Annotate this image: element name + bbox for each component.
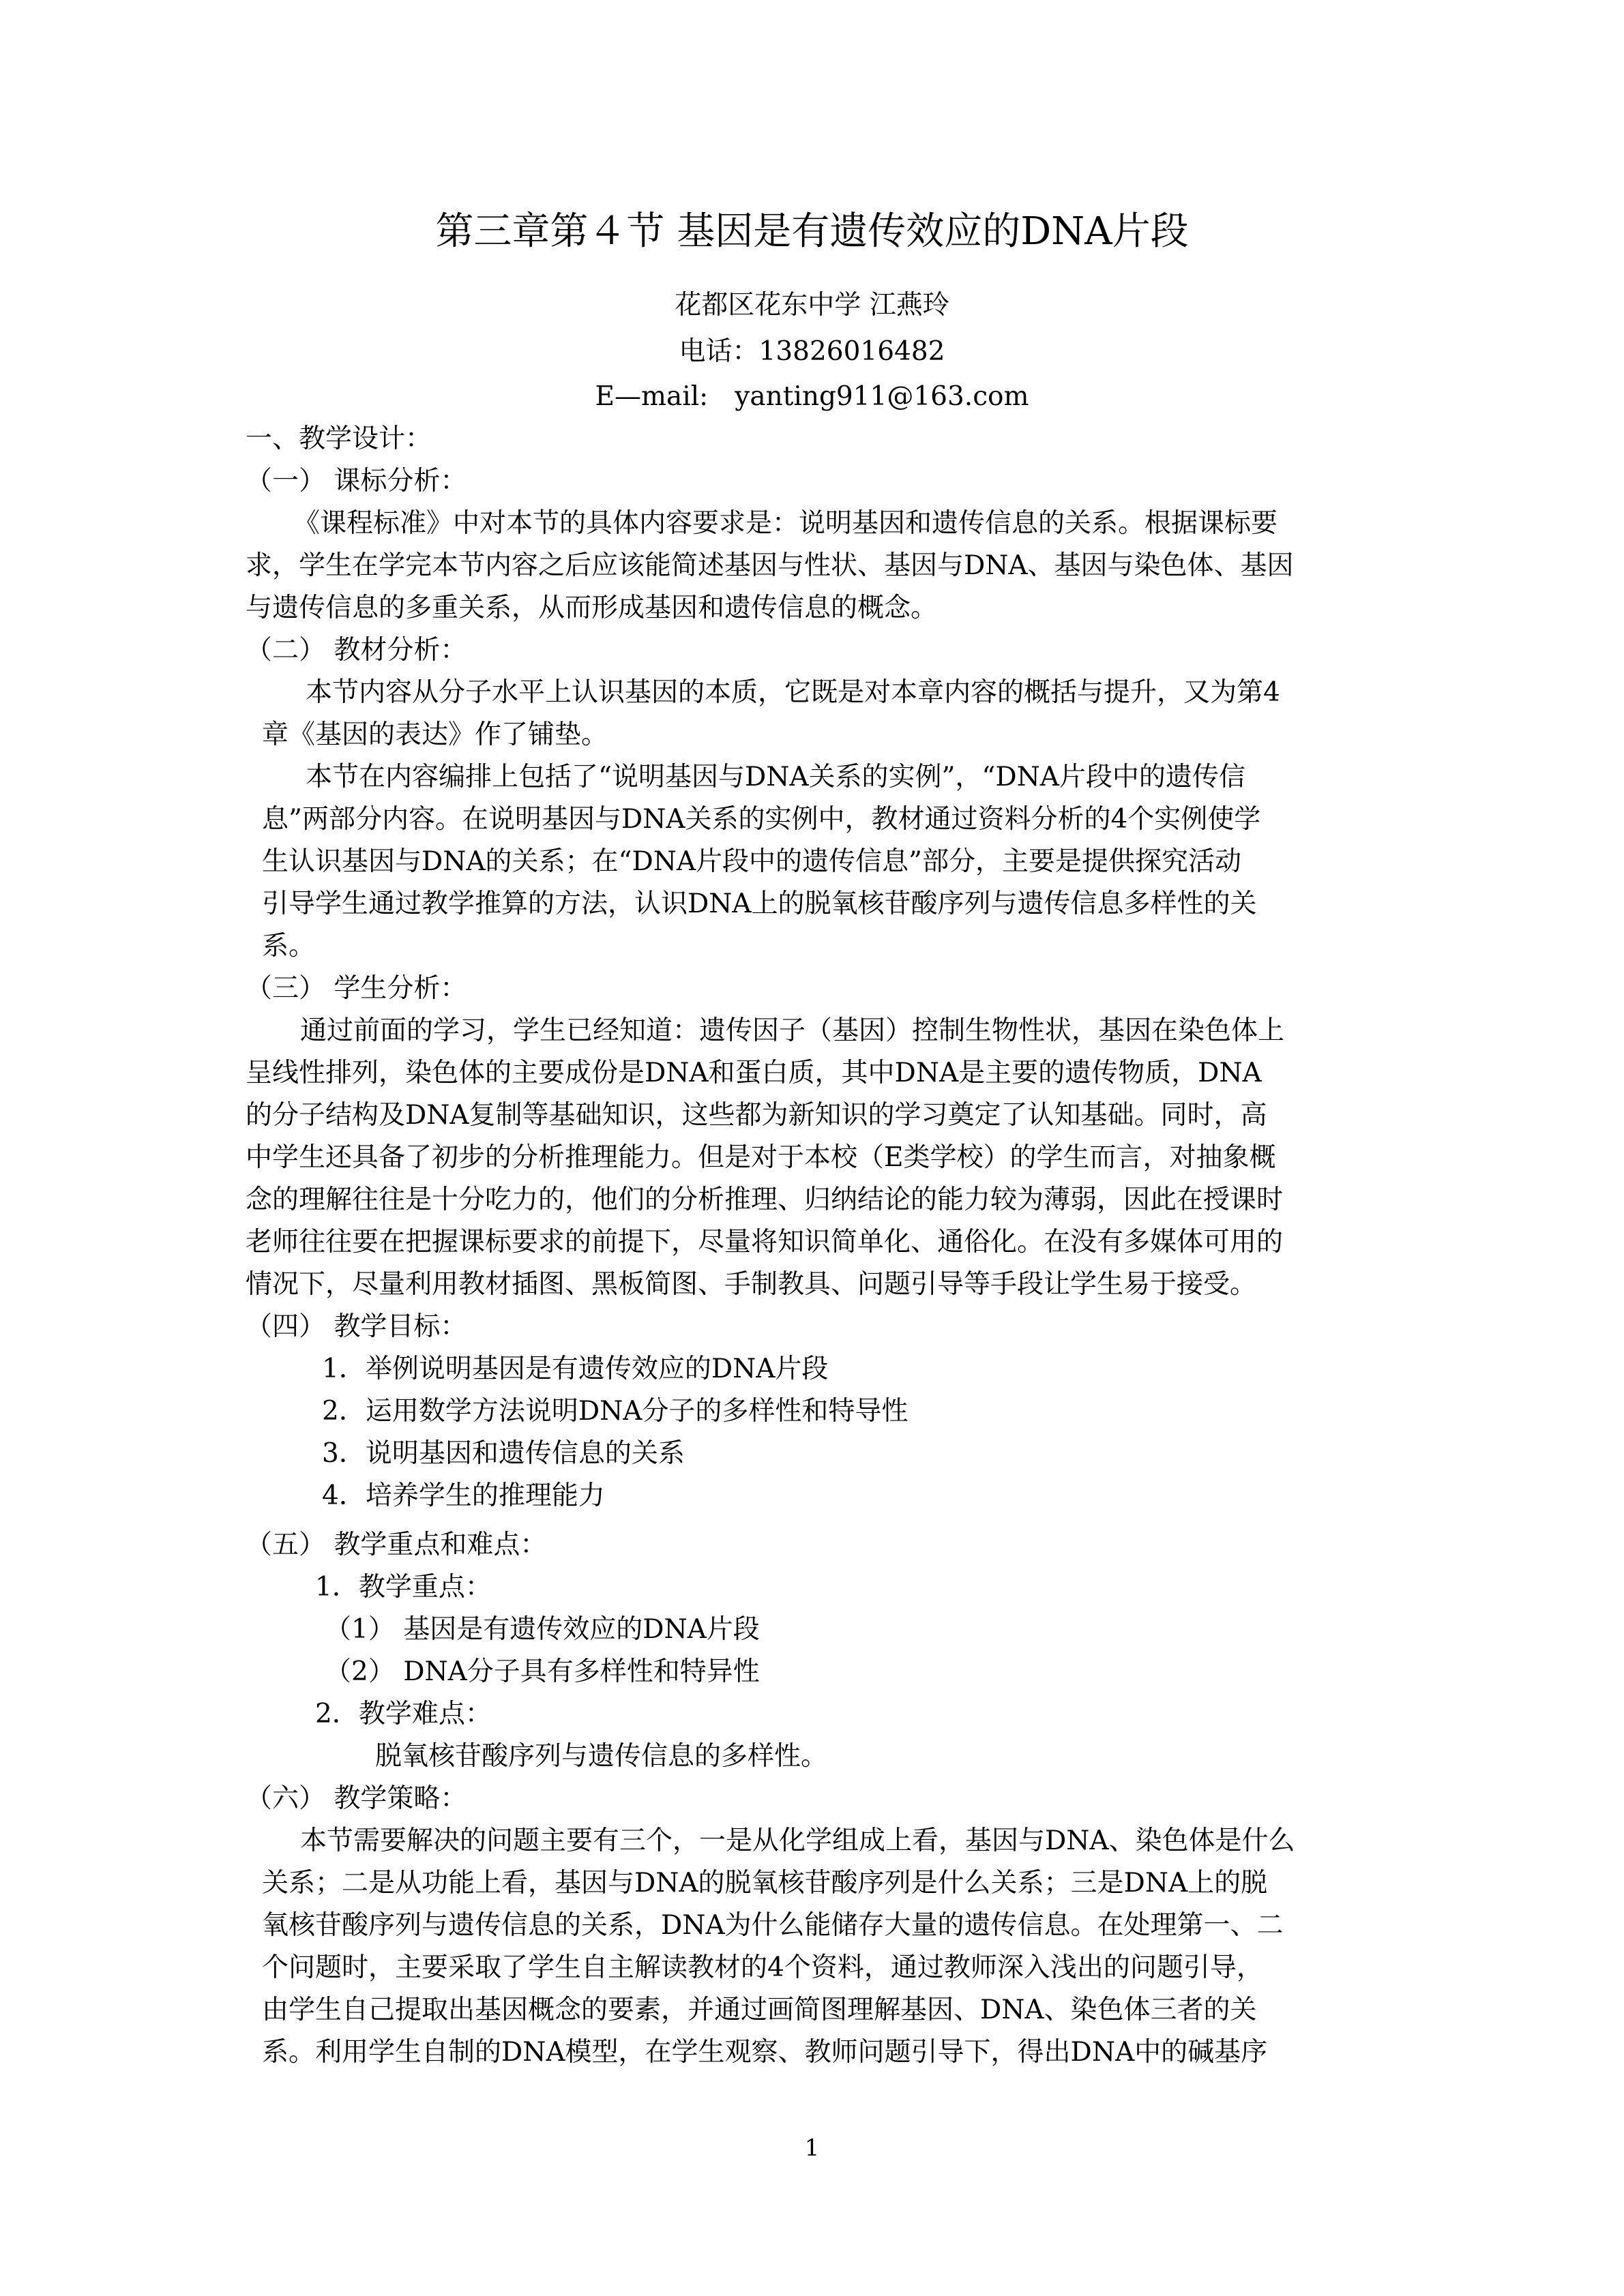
difficult-point-text: 脱氧核苷酸序列与遗传信息的多样性。	[375, 1741, 828, 1772]
page-number: 1	[804, 2134, 820, 2162]
document-title: 第三章第４节 基因是有遗传效应的DNA片段	[435, 209, 1189, 254]
paragraph-line: 的分子结构及DNA复制等基础知识，这些都为新知识的学习奠定了认知基础。同时，高	[246, 1100, 1267, 1131]
paragraph-line: 章《基因的表达》作了铺垫。	[262, 719, 608, 750]
paragraph-line: 呈线性排列，染色体的主要成份是DNA和蛋白质，其中DNA是主要的遗传物质，DNA	[246, 1058, 1262, 1088]
heading-teaching-strategy: （六） 教学策略：	[246, 1783, 467, 1814]
paragraph-line: 本节内容从分子水平上认识基因的本质，它既是对本章内容的概括与提升，又为第4	[306, 677, 1280, 708]
paragraph-line: 念的理解往往是十分吃力的，他们的分析推理、归纳结论的能力较为薄弱，因此在授课时	[246, 1184, 1284, 1215]
phone-line: 电话：13826016482	[679, 336, 945, 367]
heading-textbook-analysis: （二） 教材分析：	[246, 635, 467, 666]
paragraph-line: 个问题时，主要采取了学生自主解读教材的4个资料，通过教师深入浅出的问题引导，	[262, 1952, 1263, 1983]
paragraph-line: 系。	[262, 931, 316, 961]
paragraph-line: 系。利用学生自制的DNA模型，在学生观察、教师问题引导下，得出DNA中的碱基序	[262, 2037, 1268, 2068]
email-line: E—mail: yanting911@163.com	[595, 381, 1029, 412]
paragraph-line: 息”两部分内容。在说明基因与DNA关系的实例中，教材通过资料分析的4个实例使学	[262, 804, 1261, 835]
heading-student-analysis: （三） 学生分析：	[246, 973, 467, 1004]
goal-item: 3．说明基因和遗传信息的关系	[322, 1438, 685, 1469]
goal-item: 1．举例说明基因是有遗传效应的DNA片段	[322, 1354, 829, 1384]
heading-key-difficult-points: （五） 教学重点和难点：	[246, 1530, 547, 1560]
paragraph-line: 引导学生通过教学推算的方法，认识DNA上的脱氧核苷酸序列与遗传信息多样性的关	[262, 889, 1257, 919]
heading-teaching-design: 一、教学设计：	[246, 423, 432, 454]
goal-item: 2．运用数学方法说明DNA分子的多样性和特导性	[322, 1396, 909, 1427]
paragraph-line: 与遗传信息的多重关系，从而形成基因和遗传信息的概念。	[246, 593, 938, 623]
key-point-item: （1） 基因是有遗传效应的DNA片段	[325, 1614, 760, 1645]
paragraph-line: 本节在内容编排上包括了“说明基因与DNA关系的实例”，“DNA片段中的遗传信	[306, 762, 1245, 792]
goal-item: 4．培养学生的推理能力	[322, 1480, 605, 1511]
heading-curriculum-analysis: （一） 课标分析：	[246, 466, 467, 496]
paragraph-line: 通过前面的学习，学生已经知道：遗传因子（基因）控制生物性状，基因在染色体上	[300, 1015, 1285, 1046]
key-point-item: （2） DNA分子具有多样性和特异性	[325, 1656, 760, 1687]
subheading-key-points: 1．教学重点：	[315, 1572, 492, 1602]
author-line: 花都区花东中学 江燕玲	[675, 290, 949, 320]
paragraph-line: 氧核苷酸序列与遗传信息的关系，DNA为什么能储存大量的遗传信息。在处理第一、二	[262, 1910, 1284, 1941]
subheading-difficult-points: 2．教学难点：	[315, 1699, 492, 1729]
paragraph-line: 老师往往要在把握课标要求的前提下，尽量将知识简单化、通俗化。在没有多媒体可用的	[246, 1227, 1284, 1257]
paragraph-line: 中学生还具备了初步的分析推理能力。但是对于本校（E类学校）的学生而言，对抽象概	[246, 1142, 1276, 1173]
paragraph-line: 《课程标准》中对本节的具体内容要求是：说明基因和遗传信息的关系。根据课标要	[293, 508, 1278, 539]
heading-teaching-goals: （四） 教学目标：	[246, 1311, 467, 1342]
paragraph-line: 情况下，尽量利用教材插图、黑板简图、手制教具、问题引导等手段让学生易于接受。	[246, 1269, 1257, 1300]
paragraph-line: 关系；二是从功能上看，基因与DNA的脱氧核苷酸序列是什么关系；三是DNA上的脱	[262, 1868, 1268, 1898]
paragraph-line: 本节需要解决的问题主要有三个，一是从化学组成上看，基因与DNA、染色体是什么	[300, 1825, 1295, 1856]
paragraph-line: 生认识基因与DNA的关系；在“DNA片段中的遗传信息”部分，主要是提供探究活动	[262, 846, 1241, 877]
paragraph-line: 求，学生在学完本节内容之后应该能简述基因与性状、基因与DNA、基因与染色体、基因	[246, 550, 1294, 581]
paragraph-line: 由学生自己提取出基因概念的要素，并通过画简图理解基因、DNA、染色体三者的关	[262, 1995, 1257, 2025]
